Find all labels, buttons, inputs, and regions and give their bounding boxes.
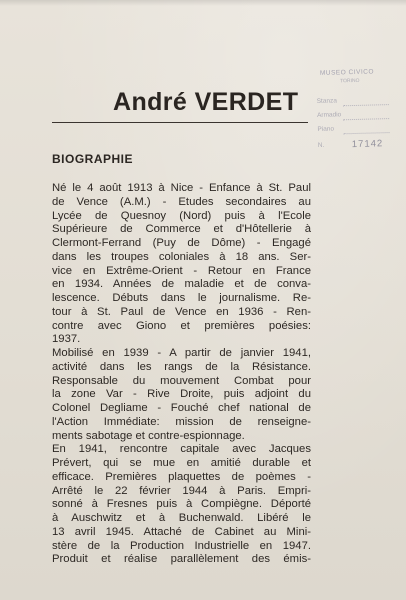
biography-line: ments sabotage et contre-espionnage. xyxy=(52,429,245,442)
biography-line: Arrêté le 22 février 1944 à Paris. Empri- xyxy=(52,484,311,497)
biography-line: dans les troupes coloniales à 18 ans. Ser- xyxy=(52,250,311,263)
biography-line: 1937. xyxy=(52,333,81,346)
biography-line: Supérieure de Commerce et d'Hôtellerie à xyxy=(52,223,311,236)
library-stamp xyxy=(314,68,394,158)
stamp-title: MUSEO CIVICO xyxy=(319,68,375,77)
biography-line: lescence. Débuts dans le journalisme. Re- xyxy=(52,292,311,304)
section-heading: BIOGRAPHIE xyxy=(52,152,134,166)
biography-line: de Vence (A.M.) - Etudes secondaires au xyxy=(52,195,311,208)
biography-line: Produit et réalise parallèlement des émis- xyxy=(52,553,311,566)
biography-line: l'Action Immédiate: mission de renseigne- xyxy=(52,415,311,428)
biography-line: stère de la Production Industrielle en 1947. xyxy=(52,539,311,552)
biography-line: la zone Var - Rive Droite, puis adjoint du xyxy=(52,388,311,401)
biography-line: en 1934. Années de maladie et de conva- xyxy=(52,278,311,291)
biography-line: En 1941, rencontre capitale avec Jacques xyxy=(52,443,311,456)
biography-line: Clermont-Ferrand (Puy de Dôme) - Engagé xyxy=(52,237,311,249)
biography-line: à Auschwitz et à Buchenwald. Libéré le xyxy=(52,512,311,524)
stamp-row-number: N. xyxy=(317,141,325,149)
biography-line: Responsable du mouvement Combat pour xyxy=(52,374,311,387)
stamp-row-stanza: Stanza xyxy=(316,97,338,105)
author-title: André VERDET xyxy=(113,88,299,116)
biography-line: sonné à Fresnes puis à Compiègne. Déporté xyxy=(52,498,311,511)
page-edge-shadow xyxy=(0,0,406,6)
stamp-subtitle: TORINO xyxy=(340,77,360,85)
stamp-row-piano: Piano xyxy=(317,125,335,133)
biography-line: Lycée de Quesnoy (Nord) puis à l'Ecole xyxy=(52,209,311,222)
biography-line: 13 avril 1945. Attaché de Cabinet au Mini- xyxy=(52,525,311,538)
stamp-rule xyxy=(343,118,389,120)
biography-line: vice en Extrême-Orient - Retour en France xyxy=(52,264,311,277)
biography-line: Mobilisé en 1939 - A partir de janvier 1941, xyxy=(52,347,311,359)
biography-line: contre avec Giono et premières poésies: xyxy=(52,319,311,332)
biography-text xyxy=(52,182,311,567)
biography-line: tour à St. Paul de Vence en 1936 - Ren- xyxy=(52,305,311,318)
stamp-rule xyxy=(344,132,390,134)
biography-line: Prévert, qui se mue en amitié durable et xyxy=(52,457,311,469)
biography-line: Colonel Degliame - Fouché chef national de xyxy=(52,402,311,414)
biography-line: efficace. Premières plaquettes de poèmes - xyxy=(52,470,311,483)
biography-line: Né le 4 août 1913 à Nice - Enfance à St. Paul xyxy=(52,182,311,194)
stamp-row-armadio: Armadio xyxy=(316,111,342,119)
stamp-rule xyxy=(343,104,389,106)
stamp-inventory-number: 17142 xyxy=(351,138,384,151)
biography-line: activité dans les rangs de la Résistance. xyxy=(52,360,311,373)
title-rule xyxy=(52,122,308,123)
